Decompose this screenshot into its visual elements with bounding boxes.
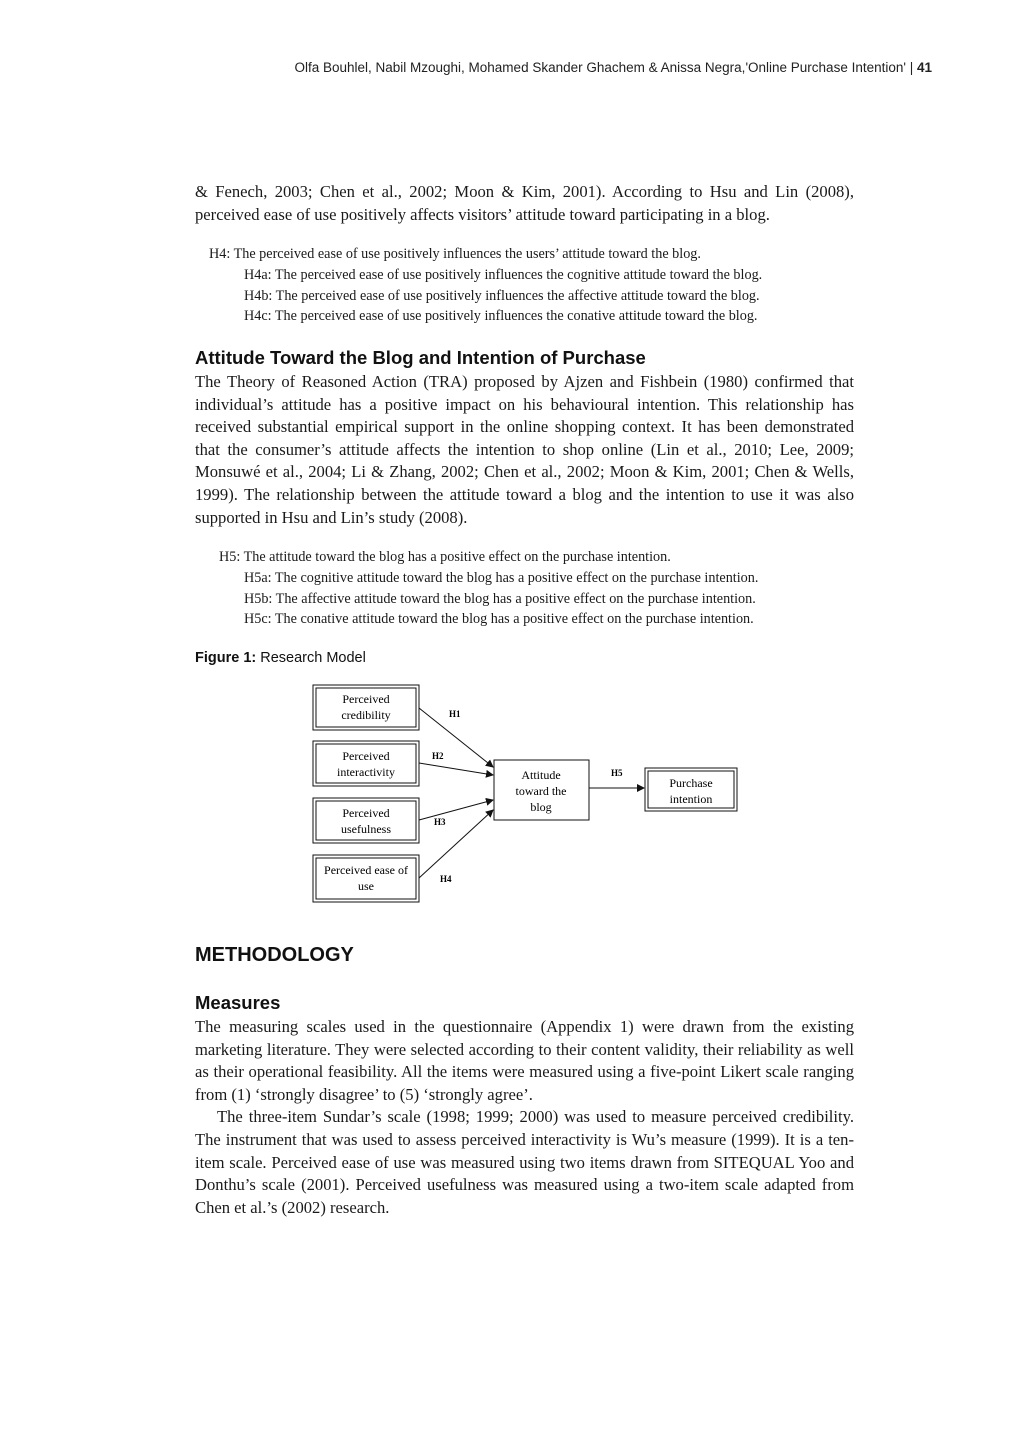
measures-paragraph-1: The measuring scales used in the questionnaire (Appendix 1) were drawn from the existing marketing literature. They were selected according to their content validity, their reliability as well as their operational feasibility. All the items were measured using a five-point Likert scale ranging from (1) ‘strongly disagree’ to (5) ‘strongly agree’.	[195, 1017, 854, 1104]
box-label-line: Purchase	[669, 776, 713, 790]
box-label-line: credibility	[341, 708, 391, 722]
box-perceived-ease-of-use	[313, 855, 419, 902]
arrow-h2	[419, 763, 493, 775]
box-label-line: interactivity	[337, 765, 395, 779]
h4a: H4a: The perceived ease of use positively influences the cognitive attitude toward the blog.	[244, 266, 763, 283]
arrow-label-h5: H5	[611, 768, 623, 778]
measures-paragraph-2: The three-item Sundar’s scale (1998; 1999; 2000) was used to measure perceived credibility. The instrument that was used to assess perceived interactivity is Wu’s measure (1999). It is a ten-item scale. Perceived ease of use was measured using two items drawn from SITEQUAL Yoo and Donthu’s scale (2001). Perceived usefulness was measured using a two-item scale adapted from Chen et al.’s (2002) research.	[195, 1107, 854, 1217]
arrow-label-h4: H4	[440, 874, 452, 884]
box-label-line: Attitude	[521, 768, 561, 782]
h5c: H5c: The conative attitude toward the blog has a positive effect on the purchase intention.	[244, 611, 754, 628]
methodology-heading: METHODOLOGY	[195, 944, 354, 966]
measures-section	[195, 991, 854, 1219]
arrow-label-h3: H3	[434, 817, 446, 827]
h4c: H4c: The perceived ease of use positively influences the conative attitude toward the blog.	[244, 308, 758, 325]
box-label-line: Perceived	[342, 806, 390, 820]
attitude-paragraph: The Theory of Reasoned Action (TRA) proposed by Ajzen and Fishbein (1980) confirmed that individual’s attitude has a positive impact on his behavioural intention. This relationship has received substantial empirical support in the online shopping context. It has been demonstrated that the consumer’s attitude affects the intention to shop online (Lin et al., 2010; Lee, 2009; Monsuwé et al., 2004; Li & Zhang, 2002; Chen et al., 2002; Moon & Kim, 2001; Chen & Wells, 1999). The relationship between the attitude toward a blog and the intention to use it was also supported in Hsu and Lin’s study (2008).	[195, 372, 854, 527]
box-label-line: intention	[669, 792, 713, 806]
measures-heading: Measures	[195, 992, 281, 1013]
box-label-line: Perceived ease of	[324, 863, 408, 877]
box-perceived-interactivity	[313, 741, 419, 786]
h5a: H5a: The cognitive attitude toward the blog has a positive effect on the purchase intention.	[244, 569, 759, 586]
arrow-label-h1: H1	[449, 709, 461, 719]
methodology-section	[195, 944, 854, 967]
intro-paragraph: & Fenech, 2003; Chen et al., 2002; Moon & Kim, 2001). According to Hsu and Lin (2008), perceived ease of use positively affects visitors’ attitude toward participating in a blog.	[195, 182, 854, 224]
box-label-line: use	[358, 879, 374, 893]
box-label-line: usefulness	[341, 822, 391, 836]
box-label-line: blog	[530, 800, 552, 814]
figure-title: Research Model	[260, 650, 366, 666]
box-label-line: toward the	[515, 784, 567, 798]
box-attitude-toward-blog	[494, 760, 589, 820]
box-perceived-usefulness	[313, 798, 419, 843]
arrow-h3	[419, 800, 493, 820]
h5-main: H5: The attitude toward the blog has a positive effect on the purchase intention.	[219, 549, 671, 565]
h4-main: H4: The perceived ease of use positively influences the users’ attitude toward the blog.	[209, 246, 701, 262]
page-number: 41	[916, 60, 932, 75]
figure-label: Figure 1:	[195, 650, 257, 666]
section-heading-attitude: Attitude Toward the Blog and Intention of Purchase	[195, 347, 646, 368]
box-label-line: Perceived	[342, 692, 390, 706]
running-title: Olfa Bouhlel, Nabil Mzoughi, Mohamed Skander Ghachem & Anissa Negra,'Online Purchase Intention' |	[294, 60, 914, 75]
arrow-label-h2: H2	[432, 751, 444, 761]
h4b: H4b: The perceived ease of use positively influences the affective attitude toward the blog.	[244, 287, 760, 304]
box-label-line: Perceived	[342, 749, 390, 763]
arrow-h4	[419, 810, 493, 878]
box-perceived-credibility	[313, 685, 419, 730]
h5b: H5b: The affective attitude toward the blog has a positive effect on the purchase intention.	[244, 590, 756, 607]
box-purchase-intention	[645, 768, 737, 811]
